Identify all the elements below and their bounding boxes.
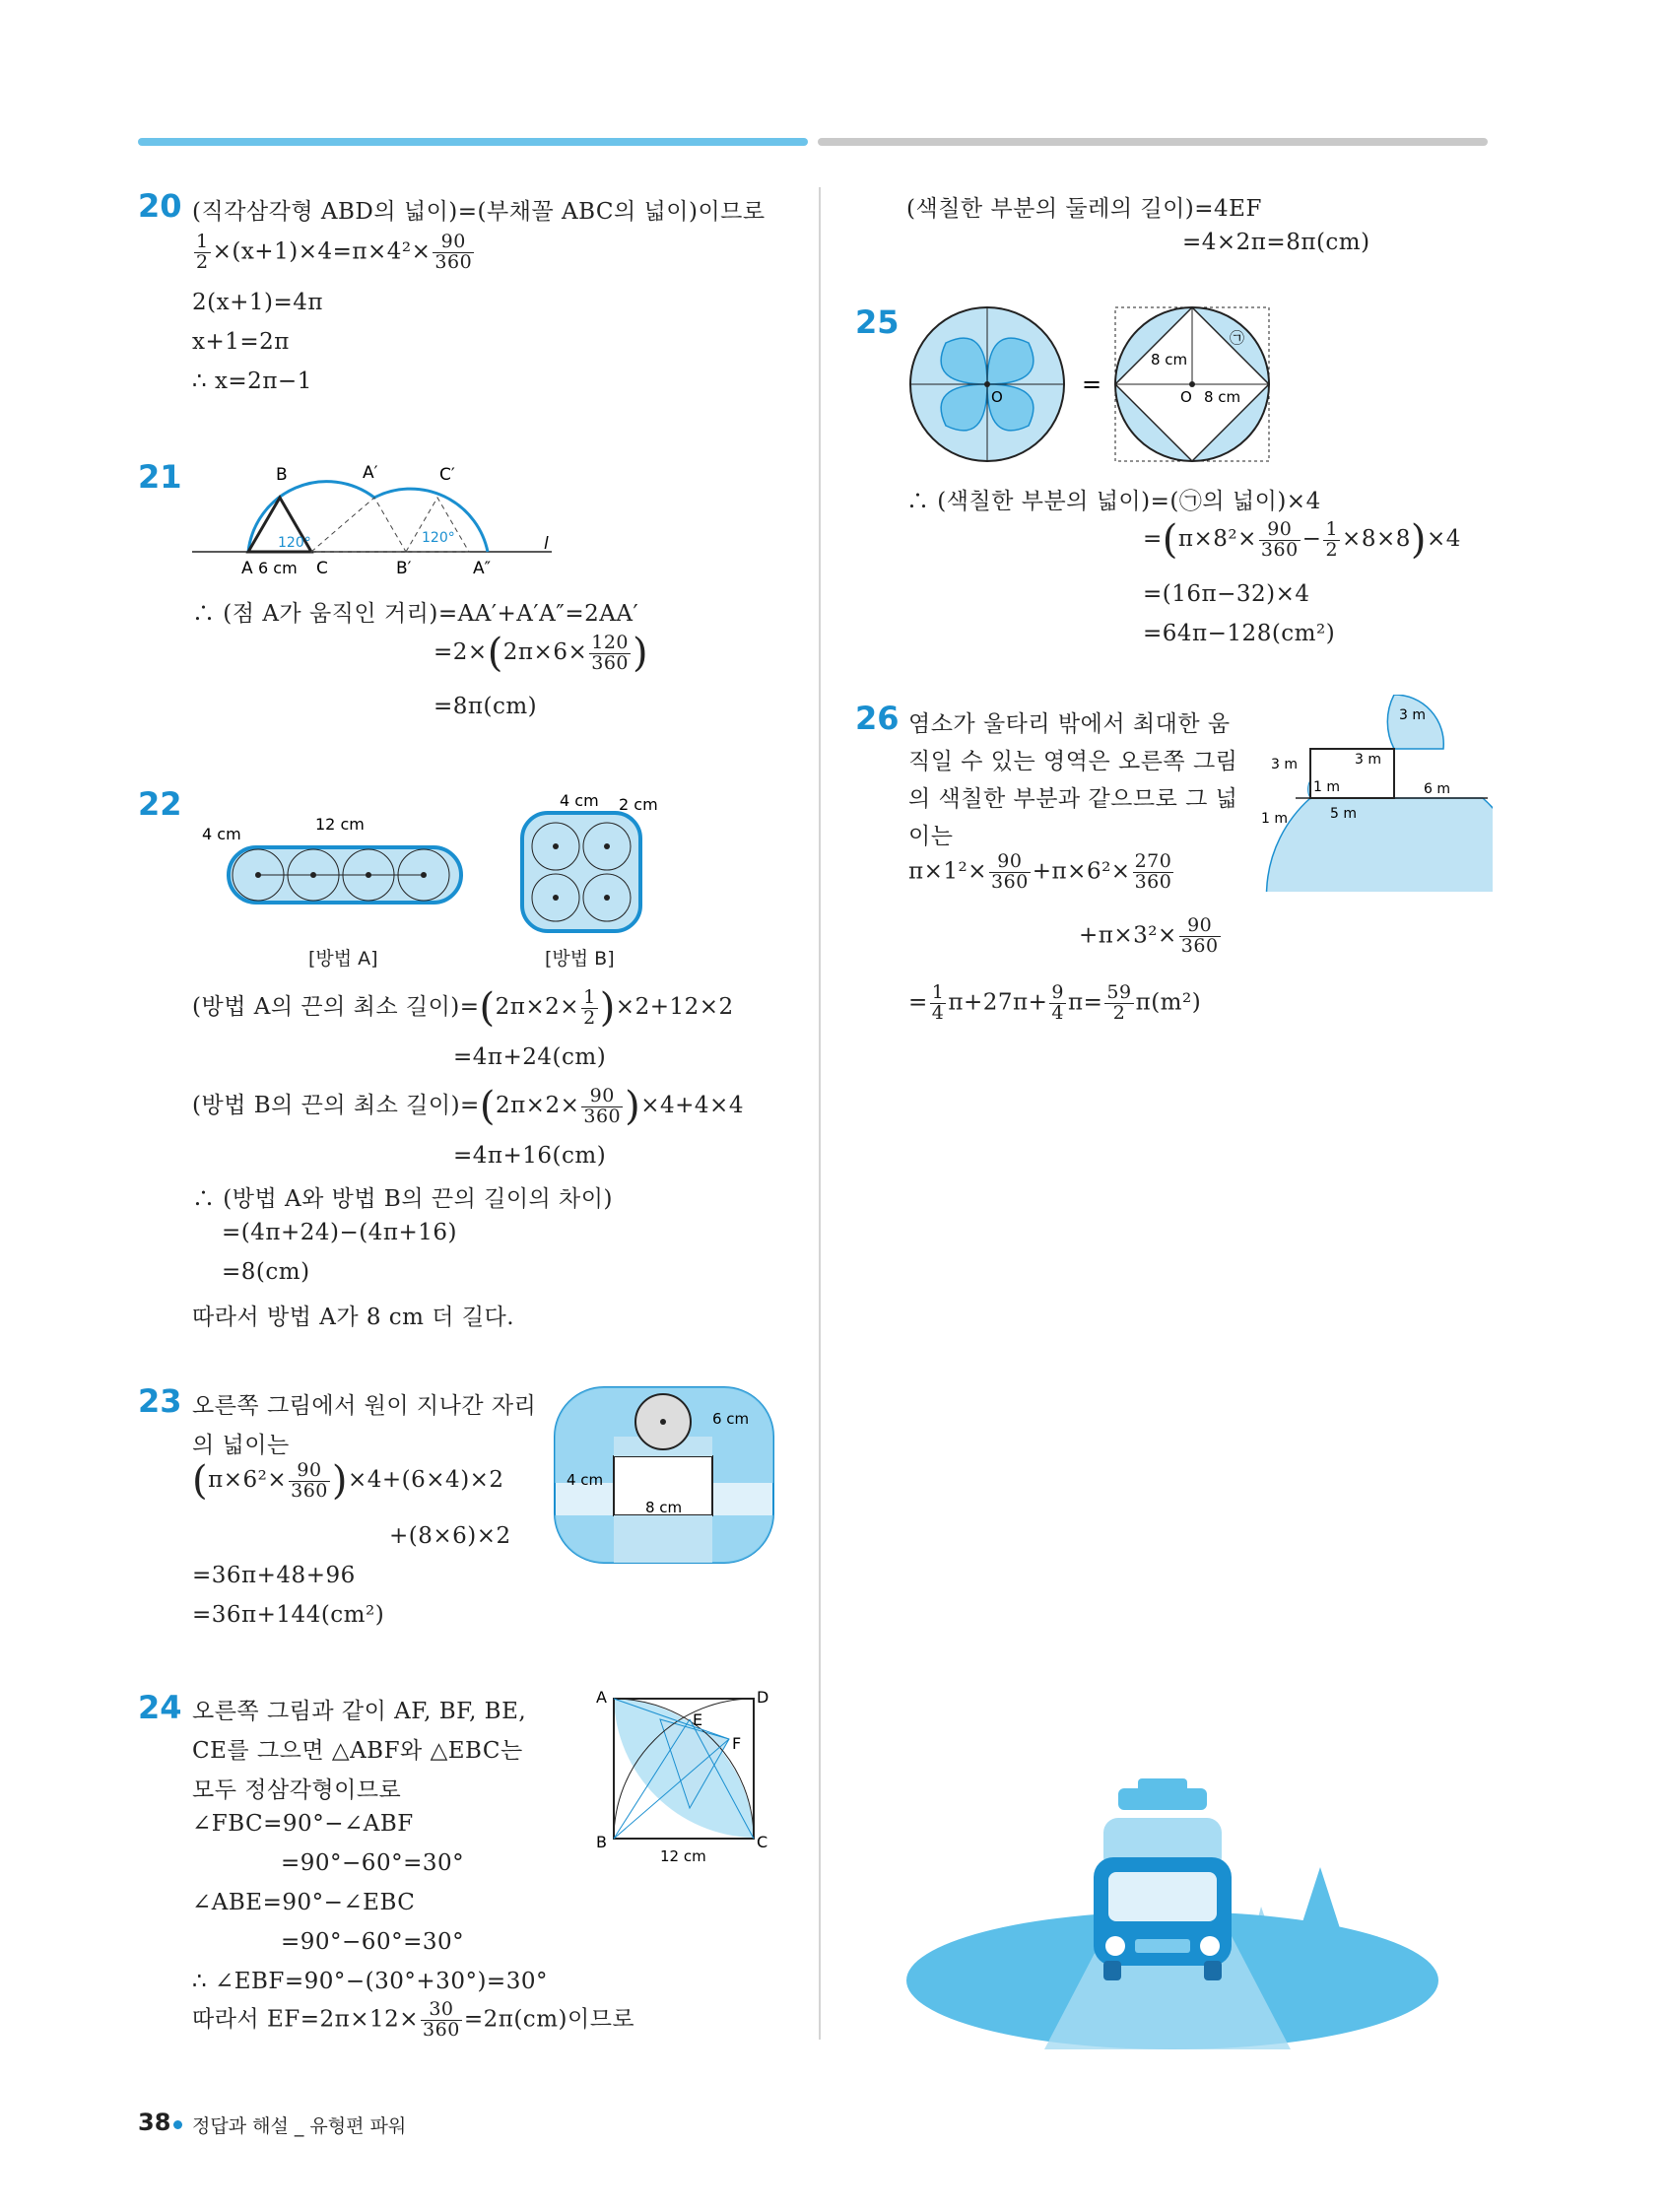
- svg-text:l: l: [544, 534, 549, 554]
- p22-method-b-figure: [512, 788, 660, 936]
- p24-line4: ∠FBC=90°−∠ABF: [192, 1811, 414, 1837]
- p22-line5: ∴ (방법 A와 방법 B의 끈의 길이의 차이): [192, 1186, 613, 1212]
- footer-bullet: [173, 2120, 182, 2129]
- p22-line1: (방법 A의 끈의 최소 길이)=(2π×2× $\frac{1}{2}$ )×2+12×2: [192, 985, 734, 1031]
- svg-text:C: C: [757, 1833, 768, 1851]
- svg-text:B: B: [276, 465, 288, 485]
- svg-text:C′: C′: [439, 465, 455, 485]
- p20-line1: (직각삼각형 ABD의 넓이)=(부채꼴 ABC의 넓이)이므로: [192, 199, 766, 225]
- svg-text:120°: 120°: [422, 530, 455, 546]
- svg-text:2 cm: 2 cm: [619, 795, 658, 814]
- problem-25-number: 25: [855, 303, 900, 341]
- p23-line2: 의 넓이는: [192, 1433, 290, 1458]
- svg-text:㉠: ㉠: [1230, 329, 1245, 347]
- svg-text:8 cm: 8 cm: [645, 1499, 683, 1516]
- p24-line7: =90°−60°=30°: [281, 1929, 465, 1955]
- p22-method-a-figure: [197, 808, 473, 906]
- p24-line3: 모두 정삼각형이므로: [192, 1777, 402, 1803]
- p20-line3: 2(x+1)=4π: [192, 290, 323, 315]
- p24b-line1: (색칠한 부분의 둘레의 길이)=4EF: [906, 196, 1262, 222]
- svg-text:8 cm: 8 cm: [1151, 351, 1188, 369]
- p26-line2: 직일 수 있는 영역은 오른쪽 그림: [908, 749, 1238, 774]
- header-bar-right: [818, 138, 1488, 146]
- svg-text:4 cm: 4 cm: [202, 825, 241, 843]
- page-number: 38: [138, 2109, 171, 2136]
- p23-circle-path-figure: [552, 1384, 778, 1567]
- p22-line7: =8(cm): [222, 1259, 310, 1285]
- p24-line5: =90°−60°=30°: [281, 1850, 465, 1876]
- footer-title: 정답과 해설 _ 유형편 파워: [192, 2115, 407, 2137]
- svg-text:6 cm: 6 cm: [712, 1410, 750, 1428]
- p24-line6: ∠ABE=90°−∠EBC: [192, 1890, 416, 1915]
- p21-rolling-triangle-figure: [187, 458, 562, 581]
- svg-text:A: A: [241, 559, 253, 578]
- svg-text:E: E: [693, 1710, 703, 1729]
- p22-caption-a: [방법 A]: [308, 948, 378, 970]
- p20-line4: x+1=2π: [192, 329, 290, 355]
- p26-line1: 염소가 울타리 밖에서 최대한 움: [908, 711, 1231, 737]
- p24-line2: CE를 그으면 △ABF와 △EBC는: [192, 1738, 523, 1764]
- p24-line9: 따라서 EF=2π×12× $\frac{30}{360}$ =2π(cm)이므로: [192, 1998, 635, 2041]
- svg-text:A″: A″: [473, 559, 491, 578]
- p23-line6: =36π+144(cm²): [192, 1602, 385, 1628]
- p24-square-arcs-figure: [591, 1690, 778, 1867]
- problem-26-number: 26: [855, 700, 900, 737]
- svg-text:O: O: [1180, 388, 1192, 406]
- svg-text:12 cm: 12 cm: [315, 815, 365, 834]
- svg-text:4 cm: 4 cm: [567, 1471, 604, 1489]
- svg-text:6 m: 6 m: [1424, 781, 1450, 797]
- p20-line2: $\frac{1}{2}$ ×(x+1)×4=π×4²× $\frac{90}{360}$: [196, 231, 473, 273]
- p26-goat-region-figure: [1256, 695, 1493, 892]
- svg-text:A: A: [596, 1690, 607, 1707]
- p21-line1: ∴ (점 A가 움직인 거리)=AA′+A′A″=2AA′: [192, 601, 639, 627]
- problem-22-number: 22: [138, 785, 182, 823]
- p26-line6: +π×3²× $\frac{90}{360}$: [1079, 914, 1219, 957]
- svg-text:8 cm: 8 cm: [1204, 388, 1241, 406]
- p21-line3: =8π(cm): [434, 694, 538, 719]
- svg-text:3 m: 3 m: [1355, 752, 1381, 768]
- p23-line1: 오른쪽 그림에서 원이 지나간 자리: [192, 1393, 537, 1419]
- svg-text:A′: A′: [363, 463, 378, 483]
- svg-text:12 cm: 12 cm: [660, 1847, 706, 1865]
- svg-text:6 cm: 6 cm: [258, 559, 298, 577]
- svg-text:1 m: 1 m: [1261, 811, 1288, 827]
- p26-line7: = $\frac{1}{4}$ π+27π+ $\frac{9}{4}$ π= $\frac{59}{2}$ π(m²): [908, 981, 1202, 1024]
- svg-text:D: D: [757, 1690, 769, 1707]
- p22-line4: =4π+16(cm): [453, 1143, 607, 1169]
- p23-line3: (π×6²× $\frac{90}{360}$ )×4+(6×4)×2: [192, 1458, 504, 1504]
- svg-text:5 m: 5 m: [1330, 806, 1357, 822]
- p24-line8: ∴ ∠EBF=90°−(30°+30°)=30°: [192, 1969, 548, 1994]
- svg-text:3 m: 3 m: [1399, 707, 1426, 723]
- svg-text:C: C: [316, 559, 328, 578]
- car-illustration: [906, 1764, 1458, 2059]
- p22-line2: =4π+24(cm): [453, 1044, 607, 1070]
- problem-23-number: 23: [138, 1382, 182, 1420]
- p24b-line2: =4×2π=8π(cm): [1182, 230, 1370, 255]
- svg-text:4 cm: 4 cm: [560, 791, 599, 810]
- p26-line5: π×1²× $\frac{90}{360}$ +π×6²× $\frac{270}{360}$: [908, 850, 1172, 893]
- p25-line1: ∴ (색칠한 부분의 넓이)=(㉠의 넓이)×4: [906, 489, 1321, 514]
- p22-line3: (방법 B의 끈의 최소 길이)=(2π×2× $\frac{90}{360}$ )×4+4×4: [192, 1084, 744, 1129]
- p20-line5: ∴ x=2π−1: [192, 369, 312, 394]
- svg-text:=: =: [1082, 370, 1102, 398]
- svg-text:3 m: 3 m: [1271, 757, 1298, 772]
- p22-caption-b: [방법 B]: [545, 948, 615, 970]
- svg-text:1 m: 1 m: [1313, 779, 1340, 795]
- p26-line4: 이는: [908, 824, 954, 849]
- svg-text:O: O: [991, 388, 1003, 406]
- problem-21-number: 21: [138, 458, 182, 496]
- column-divider: [819, 187, 821, 2040]
- svg-text:B′: B′: [396, 559, 412, 578]
- p26-line3: 의 색칠한 부분과 같으므로 그 넓: [908, 786, 1238, 812]
- p25-line4: =64π−128(cm²): [1143, 621, 1336, 646]
- p21-line2: =2×(2π×6× $\frac{120}{360}$ ): [434, 631, 649, 676]
- header-bar-left: [138, 138, 808, 146]
- p22-line6: =(4π+24)−(4π+16): [222, 1220, 458, 1245]
- svg-text:B: B: [596, 1833, 607, 1851]
- p23-line4: +(8×6)×2: [389, 1523, 511, 1549]
- svg-text:120°: 120°: [278, 535, 311, 551]
- svg-text:F: F: [732, 1734, 742, 1753]
- p22-line8: 따라서 방법 A가 8 cm 더 길다.: [192, 1305, 515, 1330]
- p25-line2: =(π×8²× $\frac{90}{360}$ − $\frac{1}{2}$ ×8×8)×4: [1143, 517, 1461, 563]
- p25-flower-figure: [906, 303, 1281, 471]
- p23-line5: =36π+48+96: [192, 1563, 356, 1588]
- p24-line1: 오른쪽 그림과 같이 AF, BF, BE,: [192, 1699, 527, 1724]
- problem-24-number: 24: [138, 1689, 182, 1726]
- p25-line3: =(16π−32)×4: [1143, 581, 1310, 607]
- problem-20-number: 20: [138, 187, 182, 225]
